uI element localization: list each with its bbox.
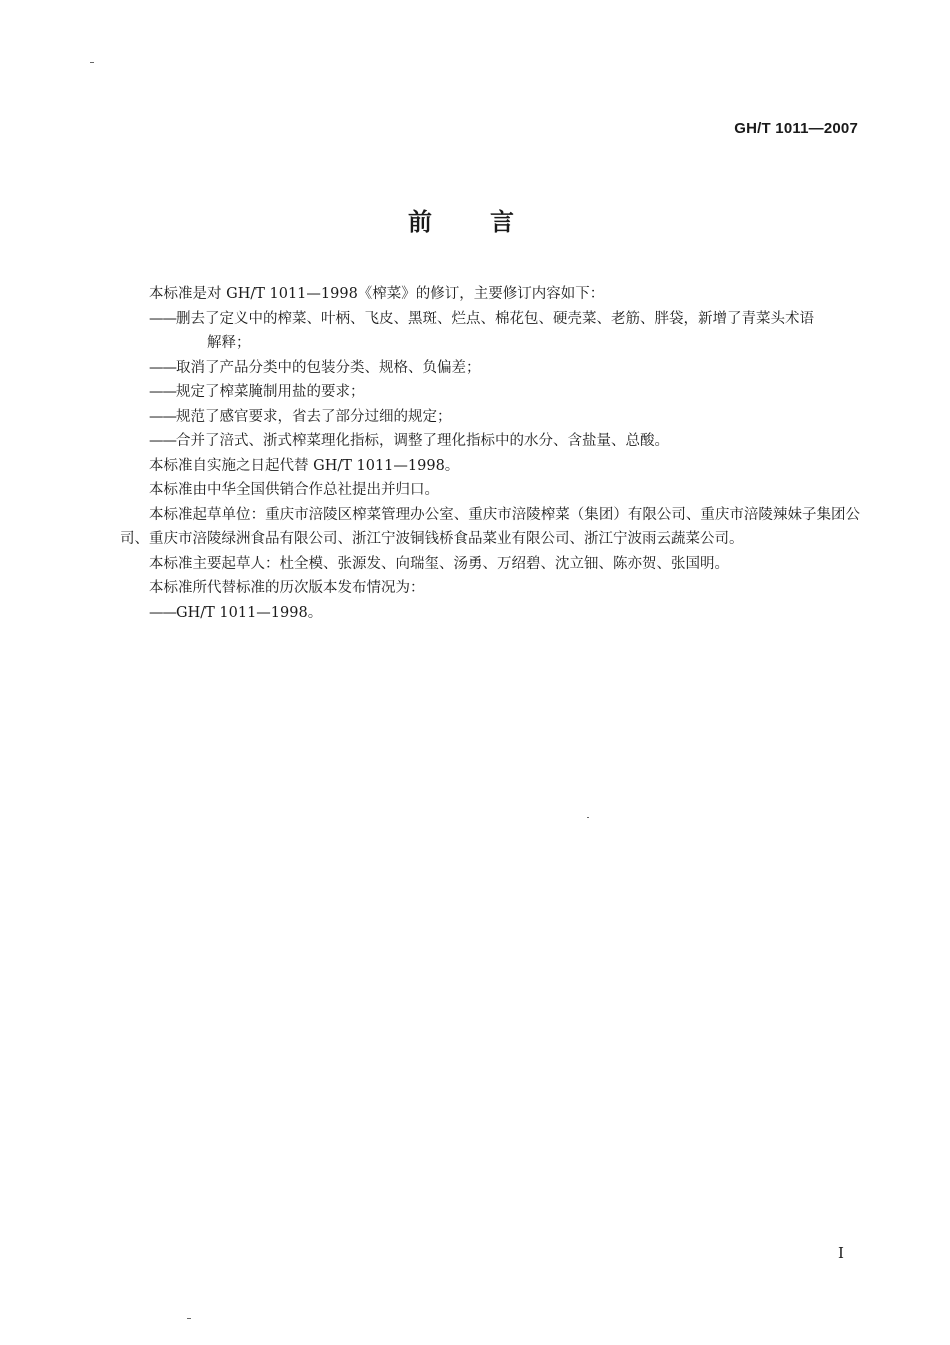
history-item (120, 601, 860, 626)
revision-item (120, 380, 860, 405)
dash-mark: —— (149, 408, 176, 425)
scan-speck (187, 1318, 191, 1319)
revision-item (120, 405, 860, 430)
dash-mark: —— (149, 310, 176, 327)
proposed-by-paragraph: 本标准由中华全国供销合作总社提出并归口。 (149, 482, 439, 498)
revision-text: 规定了榨菜腌制用盐的要求； (176, 384, 365, 400)
intro-paragraph: 本标准是对 GH/T 1011—1998《榨菜》的修订，主要修订内容如下： (149, 286, 605, 302)
standard-code: GH/T 1011—2007 (734, 120, 858, 137)
scan-speck (90, 62, 94, 63)
dash-mark: —— (149, 433, 176, 449)
revision-text: 取消了产品分类中的包装分类、规格、负偏差； (176, 359, 481, 376)
replaces-paragraph: 本标准自实施之日起代替 GH/T 1011—1998。 (149, 457, 460, 474)
history-text: GH/T 1011—1998。 (176, 604, 323, 621)
revision-text: 合并了涪式、浙式榨菜理化指标，调整了理化指标中的水分、含盐量、总酸。 (176, 433, 669, 449)
dash-mark: —— (149, 604, 176, 621)
revision-item (120, 307, 860, 356)
revision-text: 规范了感官要求，省去了部分过细的规定； (176, 408, 452, 425)
dash-mark: —— (149, 359, 176, 376)
drafting-units-paragraph: 本标准起草单位：重庆市涪陵区榨菜管理办公室、重庆市涪陵榨菜（集团）有限公司、重庆市涪陵辣妹子集团公司、重庆市涪陵绿洲食品有限公司、浙江宁波铜钱桥食品菜业有限公司、浙江宁波雨云蔬菜公司。 (120, 506, 860, 547)
page-number: I (838, 1244, 844, 1262)
document-body (120, 282, 860, 625)
revision-continuation: 解释； (207, 335, 251, 351)
dash-mark: —— (149, 384, 176, 400)
scan-speck (587, 817, 589, 818)
page-title: 前言 (408, 208, 572, 236)
drafters-paragraph: 本标准主要起草人：杜全模、张源发、向瑞玺、汤勇、万绍碧、沈立钿、陈亦贺、张国明。 (149, 555, 729, 572)
history-intro-paragraph: 本标准所代替标准的历次版本发布情况为： (149, 580, 425, 596)
revision-item (120, 356, 860, 381)
revision-text: 删去了定义中的榨菜、叶柄、飞皮、黑斑、烂点、棉花包、硬壳菜、老筋、胖袋，新增了青菜头术语 (176, 310, 814, 327)
revision-item (120, 429, 860, 454)
